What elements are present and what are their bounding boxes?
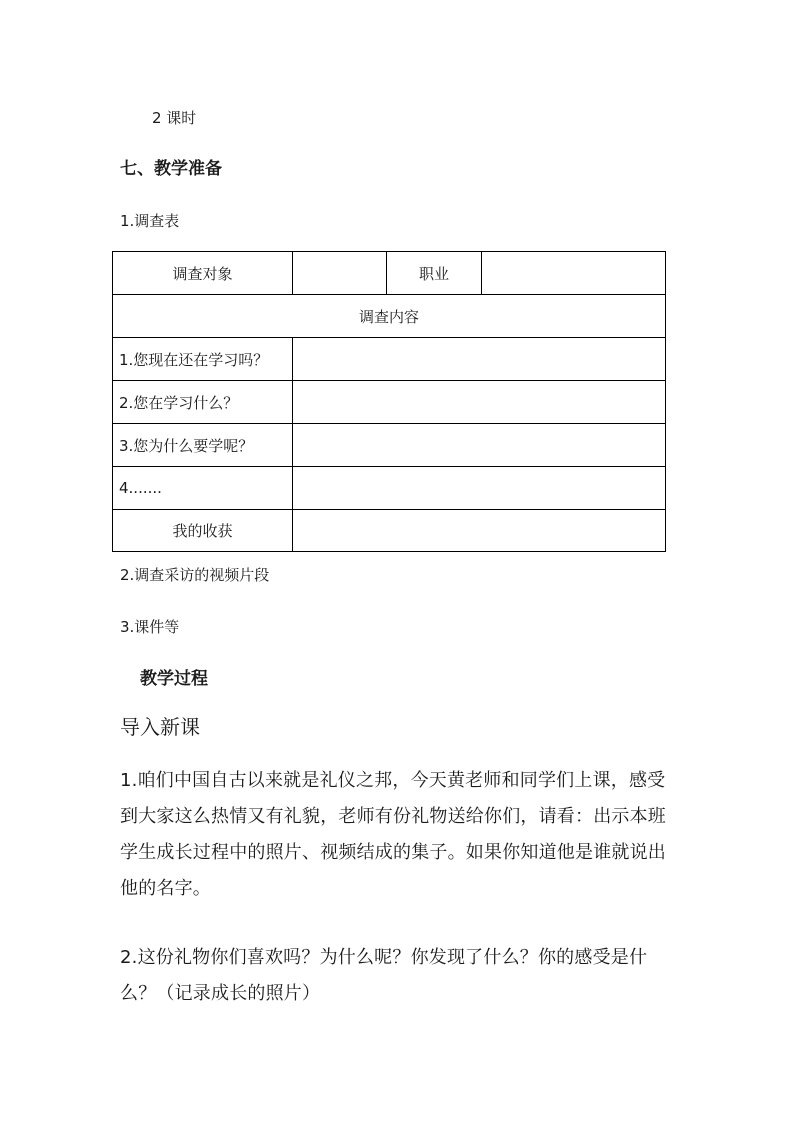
section-title-teaching-prep: 七、教学准备 <box>120 159 222 179</box>
survey-header-row <box>113 252 665 295</box>
section-title-teaching-process: 教学过程 <box>140 669 208 689</box>
table-row <box>113 424 665 467</box>
section-title-intro: 导入新课 <box>120 715 200 739</box>
prep-item-courseware: 3.课件等 <box>120 618 180 636</box>
survey-harvest-label: 我的收获 <box>113 510 293 551</box>
prep-item-survey-form: 1.调查表 <box>120 212 180 230</box>
survey-subject-value <box>293 252 387 294</box>
survey-question: 4....... <box>113 467 293 509</box>
survey-content-header-row <box>113 295 665 338</box>
survey-question: 2.您在学习什么？ <box>113 381 293 423</box>
paragraph-intro-1: 1.咱们中国自古以来就是礼仪之邦，今天黄老师和同学们上课，感受到大家这么热情又有礼貌，老师有份礼物送给你们，请看：出示本班学生成长过程中的照片、视频结成的集子。如果你知道他是谁就说出他的名字。 <box>120 770 666 899</box>
prep-item-video: 2.调查采访的视频片段 <box>120 566 270 584</box>
survey-question: 1.您现在还在学习吗？ <box>113 338 293 380</box>
table-row <box>113 467 665 510</box>
lesson-hours: 2 课时 <box>152 109 197 127</box>
paragraph-intro-2: 2.这份礼物你们喜欢吗？为什么呢？你发现了什么？你的感受是什么？（记录成长的照片） <box>120 947 648 1004</box>
survey-table <box>112 251 666 552</box>
survey-harvest-value <box>293 510 665 551</box>
survey-harvest-row <box>113 510 665 551</box>
survey-answer <box>293 467 665 509</box>
survey-answer <box>293 424 665 466</box>
survey-content-header: 调查内容 <box>358 307 419 326</box>
survey-question: 3.您为什么要学呢？ <box>113 424 293 466</box>
survey-subject-label: 调查对象 <box>113 252 293 294</box>
survey-answer <box>293 381 665 423</box>
survey-job-value <box>482 252 665 294</box>
survey-job-label: 职业 <box>387 252 482 294</box>
table-row <box>113 381 665 424</box>
survey-answer <box>293 338 665 380</box>
table-row <box>113 338 665 381</box>
